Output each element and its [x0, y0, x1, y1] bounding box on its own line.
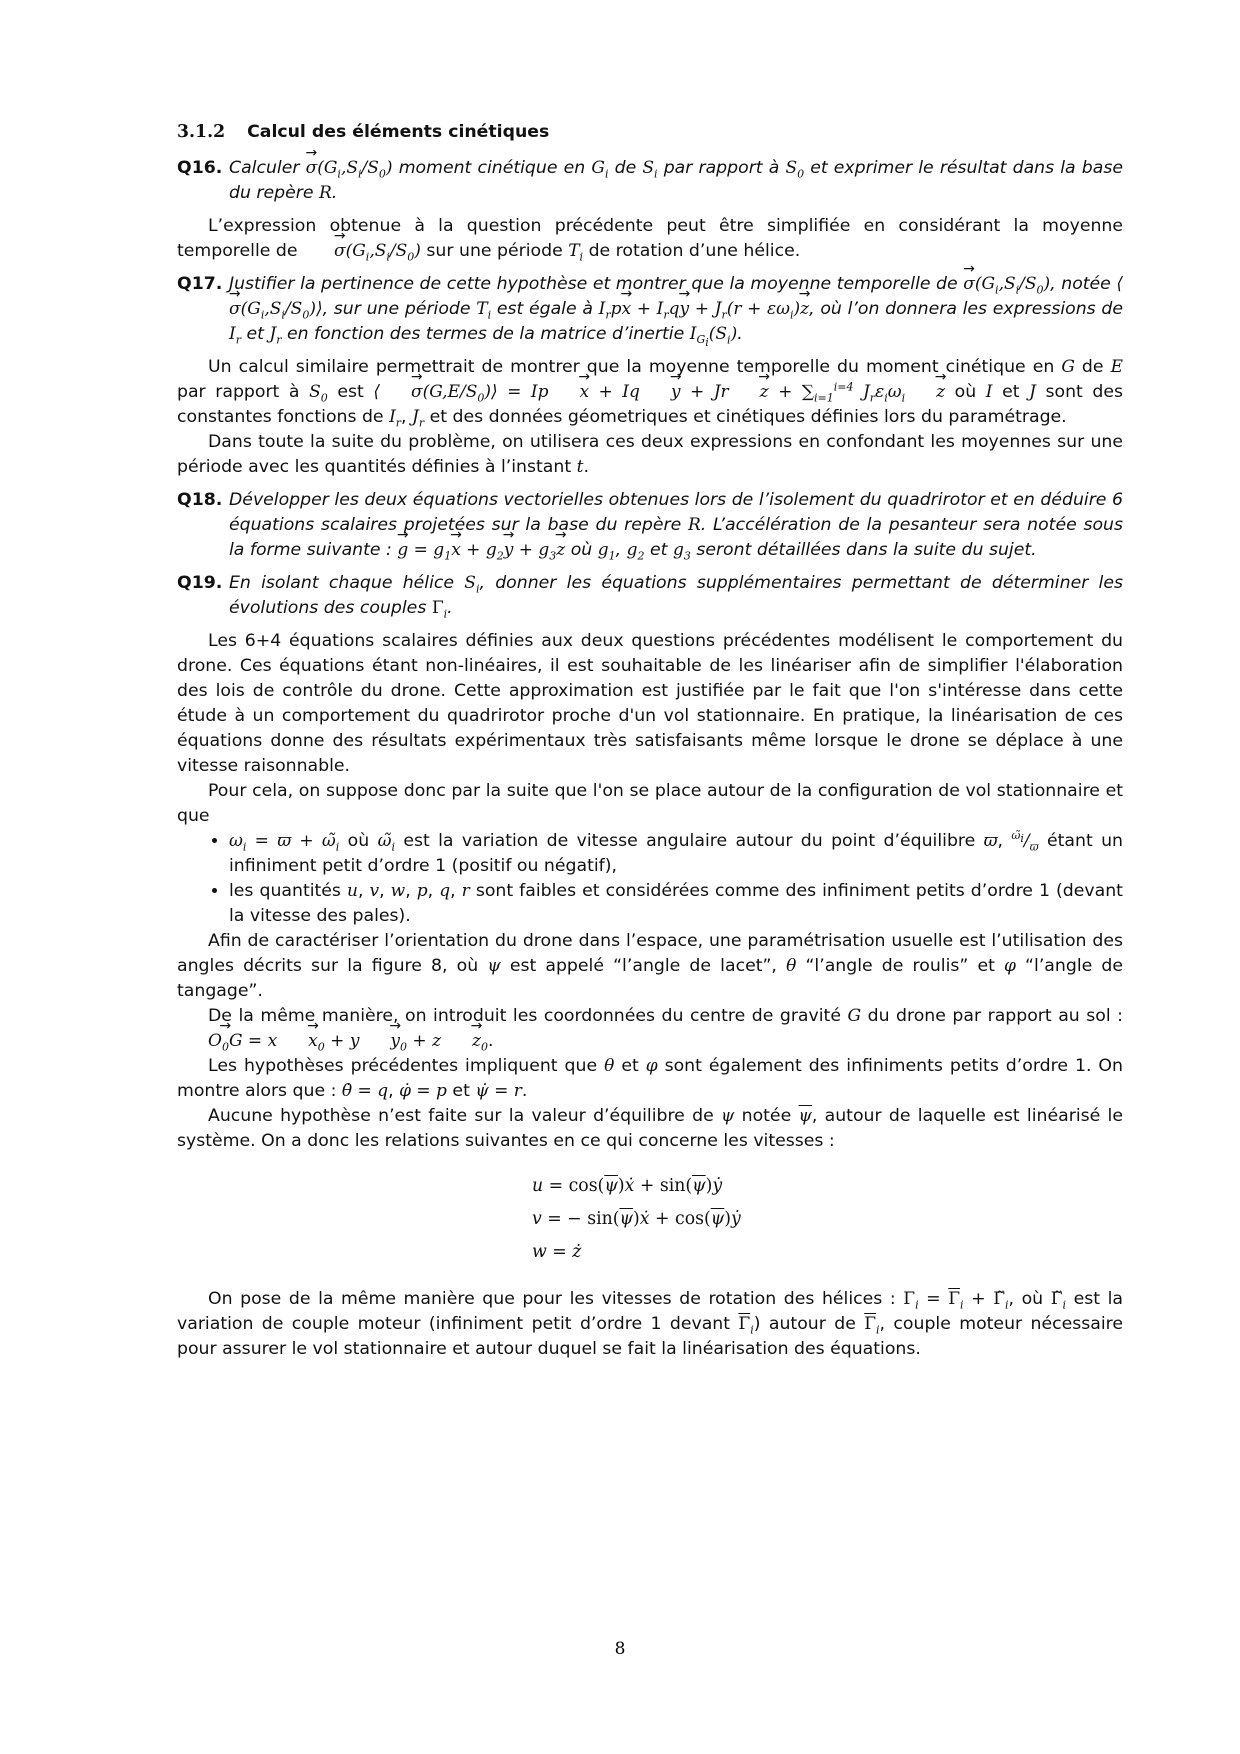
velocity-equations — [532, 1170, 1123, 1269]
question-label: Q18. — [177, 490, 223, 510]
question-18 — [177, 488, 1123, 563]
section-title: Calcul des éléments cinétiques — [247, 122, 550, 142]
question-16 — [177, 156, 1123, 206]
question-text: Développer les deux équations vectorielles obtenues lors de l’isolement du quadrirotor et en déduire 6 équations scalaires projetées sur la base du repère R. L’accélération de la pesanteur sera notée sous la forme suivante : → $g = g_1\to x + g_2\to y + g_3\to z$ où $g_1$, $g_2$ et $g_3$ seront détaillées dans la suite du sujet. — [229, 488, 1123, 563]
paragraph: Les 6+4 équations scalaires définies aux deux questions précédentes modélisent le comportement du drone. Ces équations étant non-linéaires, il est souhaitable de les linéariser afin de simplifier l'élaboration des lois de contrôle du drone. Cette approximation est justifiée par le fait que l'on s'intéresse dans cette étude à un comportement du quadrirotor proche d'un vol stationnaire. En pratique, la linéarisation de ces équations donne des résultats expérimentaux très satisfaisants même lorsque le drone se déplace à une vitesse raisonnable. — [177, 631, 1123, 776]
paragraph: Dans toute la suite du problème, on utilisera ces deux expressions en confondant les moyennes sur une période avec les quantités définies à l’instant t. — [177, 432, 1123, 477]
section-heading — [177, 120, 1123, 145]
list-item: • les quantités u, v, w, p, q, r sont faibles et considérées comme des infiniment petits d’ordre 1 (devant la vitesse des pales). — [229, 879, 1123, 929]
equation-u: $u = \cos(\overline{\psi})ẋ$ + $\sin(\overline{\psi})ẏ$ — [532, 1176, 723, 1196]
section-number: 3.1.2 — [177, 122, 226, 142]
paragraph: De la même manière, on introduit les coordonnées du centre de gravité G du drone par rapport au sol : → $O_0G = x \to x_0 + y \to y_0 + z \to z_0$. — [177, 1004, 1123, 1054]
question-text: Justifier la pertinence de cette hypothèse et montrer que la moyenne temporelle de → $\sigma(G_i,S_i/S_0)$, notée ⟨→ $\sigma(G_i,S_i/S_0)⟩$, sur une période $T_i$ est égale à $I_rp\to x + I_rq\to y + J_r(r + \varepsilon\omega_i)\to z$, où l’on donnera les expressions de $I_r$ et $J_r$ en fonction des termes de la matrice d’inertie $I_{G_i}(S_i)$. — [229, 272, 1123, 347]
question-17 — [177, 272, 1124, 350]
equation-w: w = ż — [532, 1242, 582, 1262]
question-label: Q16. — [177, 158, 223, 178]
question-text: En isolant chaque hélice $S_i$, donner les équations supplémentaires permettant de déterminer les évolutions des couples $\Gamma_i$. — [229, 573, 1123, 621]
document-page — [177, 120, 1123, 1362]
paragraph: Les hypothèses précédentes impliquent que θ et φ sont également des infiniments petits d’ordre 1. On montre alors que : θ̇ = q, φ̇ = p et ψ̇ = r. — [177, 1056, 1123, 1101]
paragraph: Afin de caractériser l’orientation du drone dans l’espace, une paramétrisation usuelle est l’utilisation des angles décrits sur la figure 8, où ψ est appelé “l’angle de lacet”, θ “l’angle de roulis” et φ “l’angle de tangage”. — [177, 931, 1123, 1001]
question-label: Q17. — [177, 274, 223, 294]
list-item: • $\omega_i = ϖ$ + $\omegã_i$ où $\omegã_i$ est la variation de vitesse angulaire autour du point d’équilibre ϖ, $^{\omegã_i}/_ϖ$ étant un infiniment petit d’ordre 1 (positif ou négatif), — [229, 829, 1123, 879]
question-label: Q19. — [177, 573, 223, 593]
hypothesis-list — [177, 829, 1123, 929]
paragraph: Un calcul similaire permettrait de montrer que la moyenne temporelle du moment cinétique en G de E par rapport à $S_0$ est ⟨ → $\sigma(G,E/S_0)⟩ = Ip \to x + Iq \to y + Jr \to z + \sum_{i=1}^{i=4}$ $J_r\varepsilon_i\omega_i \to z$ où I et J sont des constantes fonctions de $I_r$, $J_r$ et des données géometriques et cinétiques définies lors du paramétrage. — [177, 355, 1123, 430]
paragraph: On pose de la même manière que pour les vitesses de rotation des hélices : $\Gamma_i = \overline{\Gamma}_i$ + $\Gammã_i$, où $\Gammã_i$ est la variation de couple moteur (infiniment petit d’ordre 1 devant $\overline{\Gamma}_i$) autour de $\overline{\Gamma}_i$, couple moteur nécessaire pour assurer le vol stationnaire et autour duquel se fait la linéarisation des équations. — [177, 1289, 1124, 1359]
question-19 — [177, 571, 1123, 621]
paragraph: L’expression obtenue à la question précédente peut être simplifiée en considérant la moyenne temporelle de → $\sigma(G_i,S_i/S_0)$ sur une période $T_i$ de rotation d’une hélice. — [177, 214, 1123, 264]
paragraph: Pour cela, on suppose donc par la suite que l'on se place autour de la configuration de vol stationnaire et que — [177, 781, 1123, 826]
equation-v: v = − $\sin(\overline{\psi})ẋ$ + $\cos(\overline{\psi})ẏ$ — [532, 1209, 741, 1229]
question-text: Calculer → $\sigma(G_i,S_i/S_0)$ moment cinétique en $G_i$ de $S_i$ par rapport à $S_0$ et exprimer le résultat dans la base du repère R. — [229, 156, 1123, 206]
paragraph: Aucune hypothèse n’est faite sur la valeur d’équilibre de ψ notée $\overline{\psi}$, autour de laquelle est linéarisé le système. On a donc les relations suivantes en ce qui concerne les vitesses : — [177, 1106, 1123, 1151]
page-number: 8 — [614, 1639, 626, 1659]
